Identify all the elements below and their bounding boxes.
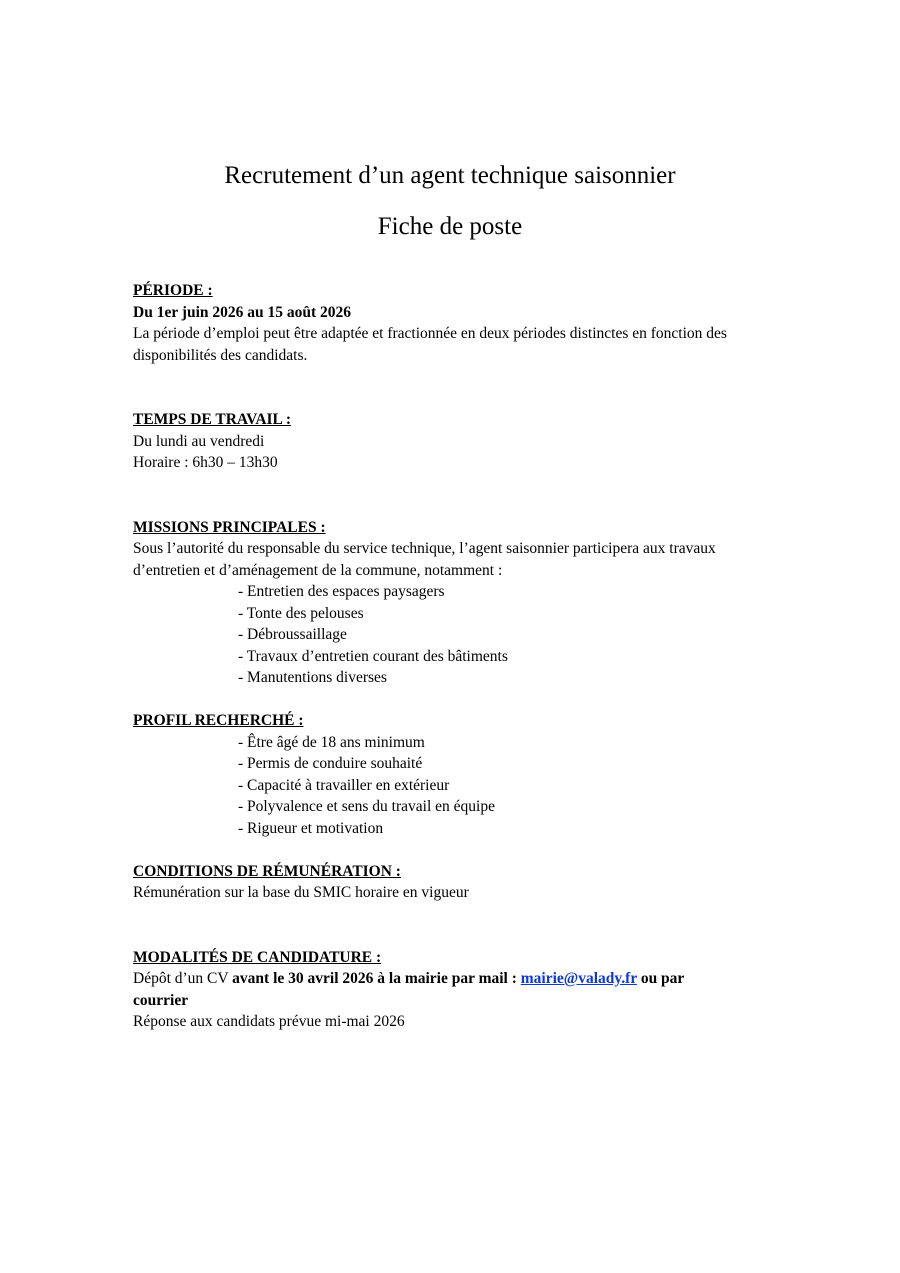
candidature-deadline: avant le 30 avril 2026 à la mairie par mail : [232,970,521,987]
section-profil [133,710,773,839]
candidature-suffix-1: ou par [636,970,685,987]
section-missions [133,517,773,689]
candidature-response: Réponse aux candidats prévue mi-mai 2026 [133,1013,405,1030]
email-link[interactable]: mairie@valady.fr [520,970,637,987]
remuneration-text: Rémunération sur la base du SMIC horaire en vigueur [133,884,469,901]
missions-intro-line-2: d’entretien et d’aménagement de la commune, notamment : [133,561,503,579]
page-title: Recrutement d’un agent technique saisonnier [224,162,676,189]
periode-dates: Du 1er juin 2026 au 15 août 2026 [133,303,352,321]
list-item: - Capacité à travailler en extérieur [238,776,450,794]
temps-travail-days: Du lundi au vendredi [133,432,265,450]
list-item: - Entretien des espaces paysagers [238,583,445,600]
list-item: - Rigueur et motivation [238,819,384,837]
missions-intro-line-1: Sous l’autorité du responsable du service technique, l’agent saisonnier participera aux travaux [133,540,716,557]
periode-text-line-1: La période d’emploi peut être adaptée et fractionnée en deux périodes distinctes en fonction des [133,325,727,342]
temps-travail-heading: TEMPS DE TRAVAIL : [133,411,292,428]
section-temps-de-travail [133,409,773,474]
periode-heading: PÉRIODE : [133,282,213,299]
document-body [133,280,773,1033]
candidature-prefix: Dépôt d’un CV [133,970,233,987]
periode-text-line-2: disponibilités des candidats. [133,346,308,364]
section-candidature [133,947,773,1033]
missions-heading: MISSIONS PRINCIPALES : [133,518,326,536]
candidature-suffix-2: courrier [133,991,189,1009]
section-periode [133,280,773,366]
remuneration-heading: CONDITIONS DE RÉMUNÉRATION : [133,862,401,880]
list-item: - Polyvalence et sens du travail en équipe [238,798,495,815]
profil-list [133,732,773,840]
list-item: - Être âgé de 18 ans minimum [238,733,425,751]
list-item: - Tonte des pelouses [238,604,364,622]
section-remuneration [133,861,773,904]
candidature-heading: MODALITÉS DE CANDIDATURE : [133,948,382,966]
list-item: - Permis de conduire souhaité [238,755,423,772]
temps-travail-hours: Horaire : 6h30 – 13h30 [133,454,278,471]
list-item: - Travaux d’entretien courant des bâtiments [238,647,508,665]
missions-list [133,581,773,689]
page-subtitle: Fiche de poste [377,213,523,240]
list-item: - Débroussaillage [238,626,347,643]
list-item: - Manutentions diverses [238,669,387,686]
candidature-text [133,968,773,1011]
profil-heading: PROFIL RECHERCHÉ : [133,712,304,729]
